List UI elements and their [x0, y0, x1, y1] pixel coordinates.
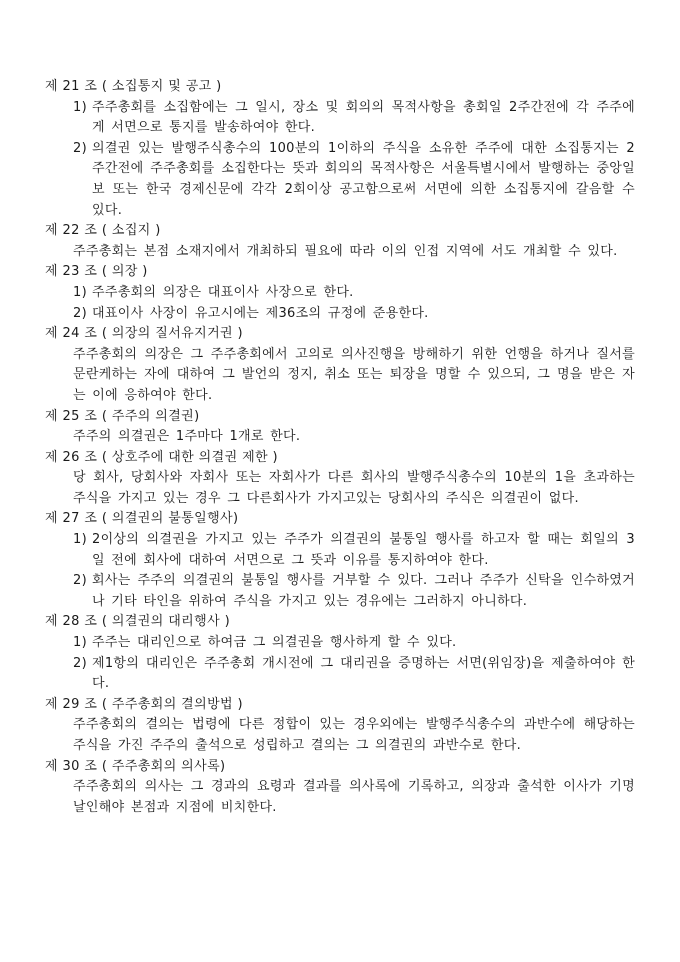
article-27 — [45, 509, 635, 612]
article-26 — [45, 448, 635, 510]
item-text: 대표이사 사장이 유고시에는 제36조의 규정에 준용한다. — [92, 305, 429, 321]
article-heading: 제 24 조 ( 의장의 질서유지거권 ) — [45, 326, 244, 342]
item-number: 2) — [73, 573, 87, 589]
article-24 — [45, 324, 635, 406]
article-heading: 제 22 조 ( 소집지 ) — [45, 223, 161, 239]
item-text: 주주총회를 소집함에는 그 일시, 장소 및 회의의 목적사항을 총회일 2주간전에 각 주주에게 서면으로 통지를 발송하여야 한다. — [92, 99, 635, 136]
article-23 — [45, 262, 635, 324]
item-number: 2) — [73, 140, 87, 156]
article-21 — [45, 77, 635, 221]
item-number: 2) — [73, 655, 87, 671]
article-heading: 제 30 조 ( 주주총회의 의사록) — [45, 758, 226, 774]
article-body: 주주총회는 본점 소재지에서 개최하되 필요에 따라 이의 인접 지역에 서도 개최할 수 있다. — [73, 243, 618, 259]
article-item — [73, 139, 635, 221]
article-item — [73, 633, 635, 654]
article-item — [73, 530, 635, 571]
article-28 — [45, 612, 635, 694]
item-number: 2) — [73, 305, 87, 321]
article-heading: 제 23 조 ( 의장 ) — [45, 264, 148, 280]
article-item — [73, 283, 635, 304]
item-text: 회사는 주주의 의결권의 불통일 행사를 거부할 수 있다. 그러나 주주가 신탁을 인수하였거나 기타 타인을 위하여 주식을 가지고 있는 경유에는 그러하지 아니하다. — [92, 573, 635, 609]
item-text: 2이상의 의결권을 가지고 있는 주주가 의결권의 불통일 행사를 하고자 할 때는 회일의 3일 전에 회사에 대하여 서면으로 그 뜻과 이유를 통지하여야 한다. — [92, 532, 635, 568]
article-body: 주주총회의 결의는 법령에 다른 정합이 있는 경우외에는 발행주식총수의 과반수에 해당하는 주식을 가진 주주의 출석으로 성립하고 결의는 그 의결권의 과반수로 한다. — [73, 717, 635, 753]
article-item — [73, 654, 635, 695]
article-item — [73, 571, 635, 612]
item-number: 1) — [73, 635, 87, 651]
article-heading: 제 25 조 ( 주주의 의결권) — [45, 408, 200, 424]
item-text: 주주는 대리인으로 하여금 그 의결권을 행사하게 할 수 있다. — [92, 635, 457, 651]
article-heading: 제 28 조 ( 의결권의 대리행사 ) — [45, 614, 231, 630]
item-text: 제1항의 대리인은 주주총회 개시전에 그 대리권을 증명하는 서면(위임장)을 제출하여야 한다. — [92, 655, 635, 692]
item-number: 1) — [73, 284, 87, 300]
article-heading: 제 21 조 ( 소집통지 및 공고 ) — [45, 79, 222, 94]
item-number: 1) — [73, 99, 87, 115]
article-25 — [45, 407, 635, 448]
article-body: 당 회사, 당회사와 자회사 또는 자회사가 다른 회사의 발행주식총수의 10분의 1을 초과하는 주식을 가지고 있는 경우 그 다른회사가 가지고있는 당회사의 주식은 의결권이 없다. — [73, 470, 635, 506]
item-number: 1) — [73, 532, 87, 548]
article-body: 주주의 의결권은 1주마다 1개로 한다. — [73, 429, 301, 445]
article-heading: 제 29 조 ( 주주총회의 결의방법 ) — [45, 696, 244, 712]
item-text: 의결권 있는 발행주식총수의 100분의 1이하의 주식을 소유한 주주에 대한 소집통지는 2주간전에 주주총회를 소집한다는 뜻과 회의의 목적사항은 서울특별시에서 발행하는 중앙일보 또는 한국 경제신문에 각각 2회이상 공고함으로써 서면에 의한 소집통지에 갈음할 수 있다. — [92, 140, 635, 218]
article-body: 주주총회의 의장은 그 주주총회에서 고의로 의사진행을 방해하기 위한 언행을 하거나 질서를 문란케하는 자에 대하여 그 발언의 정지, 취소 또는 퇴장을 명할 수 있으되, 그 명을 받은 자는 이에 응하여야 한다. — [73, 346, 635, 403]
article-30 — [45, 757, 635, 819]
article-item — [73, 304, 635, 325]
item-text: 주주총회의 의장은 대표이사 사장으로 한다. — [92, 284, 354, 300]
article-heading: 제 27 조 ( 의결권의 불통일행사) — [45, 511, 239, 527]
article-heading: 제 26 조 ( 상호주에 대한 의결권 제한 ) — [45, 449, 278, 465]
article-body: 주주총회의 의사는 그 경과의 요령과 결과를 의사록에 기록하고, 의장과 출석한 이사가 기명날인해야 본점과 지점에 비치한다. — [73, 779, 635, 815]
article-item — [73, 98, 635, 139]
article-22 — [45, 221, 635, 262]
article-29 — [45, 695, 635, 757]
